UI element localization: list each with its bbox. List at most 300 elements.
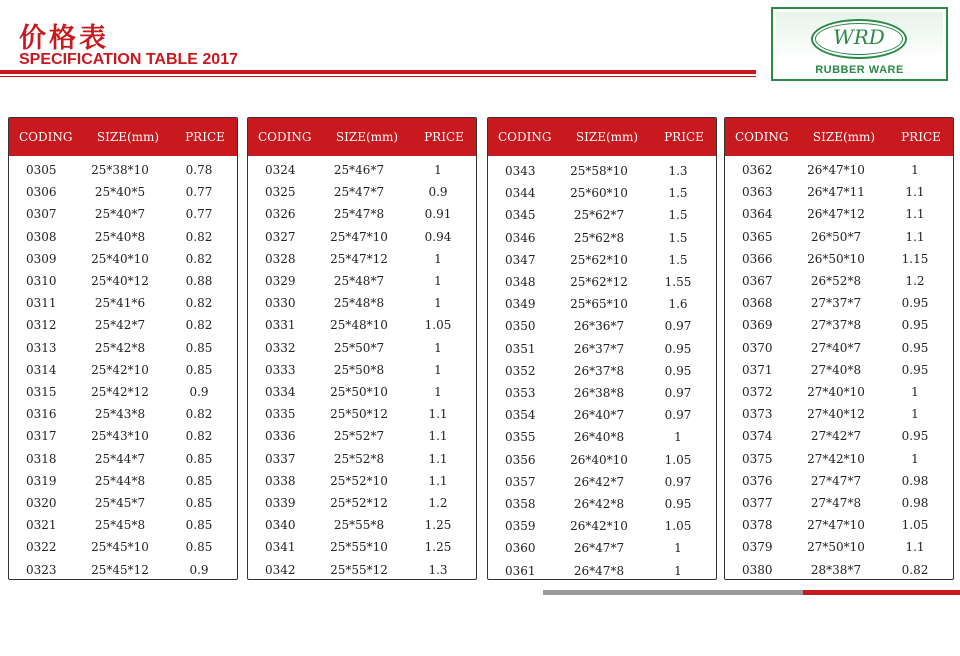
cell-price: 1.5 bbox=[668, 208, 688, 223]
cell-price: 1.3 bbox=[428, 562, 448, 577]
page-title-en: SPECIFICATION TABLE 2017 bbox=[19, 51, 238, 68]
cell-coding: 0342 bbox=[265, 562, 296, 577]
cell-coding: 0327 bbox=[265, 229, 296, 244]
cell-size: 25*55*10 bbox=[330, 540, 388, 555]
cell-coding: 0332 bbox=[265, 340, 296, 355]
table-row bbox=[725, 159, 953, 181]
cell-price: 1.1 bbox=[905, 185, 925, 200]
cell-size: 26*52*8 bbox=[810, 274, 862, 288]
price-table-4 bbox=[724, 117, 954, 580]
cell-price: 0.9 bbox=[428, 185, 448, 200]
cell-price: 0.97 bbox=[664, 319, 692, 334]
table-row bbox=[725, 292, 953, 314]
cell-price: 0.97 bbox=[664, 408, 692, 423]
table-row bbox=[488, 293, 716, 315]
page-title-cn: 价格表 bbox=[19, 23, 109, 54]
cell-coding: 0307 bbox=[26, 207, 57, 222]
cell-price: 0.9 bbox=[189, 385, 209, 399]
cell-size: 25*40*8 bbox=[94, 229, 146, 244]
cell-size: 25*62*7 bbox=[573, 208, 625, 223]
price-table-3 bbox=[487, 117, 717, 580]
cell-coding: 0360 bbox=[505, 541, 536, 556]
cell-coding: 0305 bbox=[26, 163, 57, 177]
cell-coding: 0341 bbox=[265, 540, 296, 555]
cell-coding: 0349 bbox=[505, 297, 536, 312]
header-price: PRICE bbox=[185, 130, 225, 144]
table-row bbox=[9, 403, 237, 425]
cell-price: 0.95 bbox=[901, 296, 929, 311]
header-size: SIZE(mm) bbox=[575, 130, 639, 144]
cell-price: 0.85 bbox=[185, 518, 213, 533]
cell-price: 0.95 bbox=[664, 363, 692, 378]
table-row bbox=[9, 425, 237, 447]
table-header bbox=[725, 118, 953, 156]
cell-coding: 0374 bbox=[742, 429, 773, 444]
cell-size: 25*62*10 bbox=[570, 252, 628, 267]
cell-price: 0.82 bbox=[901, 562, 929, 577]
cell-price: 1.25 bbox=[424, 540, 452, 555]
cell-price: 1 bbox=[911, 385, 919, 399]
cell-coding: 0335 bbox=[265, 407, 296, 422]
cell-size: 25*52*12 bbox=[330, 496, 388, 510]
cell-price: 1.1 bbox=[905, 229, 925, 244]
cell-size: 25*48*10 bbox=[330, 318, 388, 333]
table-row bbox=[725, 314, 953, 336]
table-row bbox=[248, 403, 476, 425]
cell-price: 0.85 bbox=[185, 496, 213, 510]
cell-coding: 0352 bbox=[505, 363, 536, 378]
cell-price: 0.88 bbox=[185, 274, 213, 288]
table-row bbox=[488, 160, 716, 182]
cell-size: 25*38*10 bbox=[91, 163, 149, 177]
cell-coding: 0321 bbox=[26, 518, 57, 533]
table-row bbox=[488, 560, 716, 580]
cell-coding: 0379 bbox=[742, 540, 773, 555]
cell-price: 0.82 bbox=[185, 229, 213, 244]
cell-size: 26*40*7 bbox=[573, 408, 625, 423]
table-row bbox=[9, 492, 237, 514]
cell-price: 0.85 bbox=[185, 451, 213, 466]
cell-coding: 0376 bbox=[742, 473, 773, 488]
cell-price: 0.95 bbox=[901, 429, 929, 444]
cell-size: 26*37*7 bbox=[573, 341, 625, 356]
table-row bbox=[9, 470, 237, 492]
cell-size: 25*43*8 bbox=[94, 407, 146, 422]
cell-size: 25*62*12 bbox=[570, 275, 628, 289]
table-row bbox=[725, 337, 953, 359]
cell-coding: 0365 bbox=[742, 229, 773, 244]
cell-price: 0.95 bbox=[901, 318, 929, 333]
cell-coding: 0372 bbox=[742, 385, 773, 399]
cell-size: 25*58*10 bbox=[570, 164, 628, 178]
cell-size: 25*42*7 bbox=[94, 318, 146, 333]
cell-size: 27*42*7 bbox=[810, 429, 862, 444]
table-row bbox=[248, 292, 476, 314]
cell-price: 1 bbox=[911, 163, 919, 177]
table-row bbox=[248, 492, 476, 514]
table-row bbox=[9, 536, 237, 558]
cell-price: 0.82 bbox=[185, 429, 213, 444]
footer-bar-red bbox=[803, 590, 960, 595]
table-row bbox=[9, 381, 237, 403]
table-row bbox=[488, 360, 716, 382]
cell-price: 1.5 bbox=[668, 186, 688, 201]
cell-coding: 0310 bbox=[26, 274, 57, 288]
table-header bbox=[488, 118, 716, 156]
table-row bbox=[725, 448, 953, 470]
cell-coding: 0364 bbox=[742, 207, 773, 222]
table-row bbox=[488, 493, 716, 515]
table-row bbox=[248, 359, 476, 381]
table-row bbox=[488, 449, 716, 471]
cell-size: 27*50*10 bbox=[807, 540, 865, 555]
cell-price: 1 bbox=[434, 163, 442, 177]
cell-price: 0.95 bbox=[901, 362, 929, 377]
cell-coding: 0323 bbox=[26, 562, 57, 577]
cell-size: 25*47*8 bbox=[333, 207, 385, 222]
cell-size: 27*37*8 bbox=[810, 318, 862, 333]
cell-coding: 0363 bbox=[742, 185, 773, 200]
table-row bbox=[488, 471, 716, 493]
cell-size: 27*47*7 bbox=[810, 473, 862, 488]
cell-price: 1.55 bbox=[664, 275, 692, 289]
cell-coding: 0340 bbox=[265, 518, 296, 533]
table-row bbox=[248, 381, 476, 403]
table-row bbox=[248, 337, 476, 359]
cell-price: 1.05 bbox=[664, 452, 692, 467]
cell-coding: 0338 bbox=[265, 473, 296, 488]
cell-price: 1.2 bbox=[428, 496, 448, 510]
table-row bbox=[248, 270, 476, 292]
cell-coding: 0316 bbox=[26, 407, 57, 422]
cell-price: 0.98 bbox=[901, 496, 929, 510]
table-row bbox=[9, 248, 237, 270]
table-row bbox=[725, 203, 953, 225]
cell-price: 1 bbox=[434, 340, 442, 355]
table-row bbox=[9, 292, 237, 314]
cell-size: 25*45*12 bbox=[91, 562, 149, 577]
table-row bbox=[725, 226, 953, 248]
cell-size: 25*50*8 bbox=[333, 362, 385, 377]
cell-size: 26*50*7 bbox=[810, 229, 862, 244]
cell-coding: 0353 bbox=[505, 386, 536, 400]
cell-price: 1.05 bbox=[901, 518, 929, 533]
table-row bbox=[488, 426, 716, 448]
cell-size: 25*40*12 bbox=[91, 274, 149, 288]
cell-price: 0.95 bbox=[664, 341, 692, 356]
cell-price: 0.95 bbox=[901, 340, 929, 355]
cell-size: 26*42*8 bbox=[573, 497, 625, 511]
cell-size: 26*42*10 bbox=[570, 519, 628, 534]
cell-coding: 0333 bbox=[265, 362, 296, 377]
header-coding: CODING bbox=[258, 130, 312, 144]
cell-price: 1 bbox=[674, 430, 682, 445]
cell-coding: 0318 bbox=[26, 451, 57, 466]
logo-subtitle: RUBBER WARE bbox=[815, 64, 904, 76]
cell-price: 0.82 bbox=[185, 318, 213, 333]
table-row bbox=[488, 338, 716, 360]
cell-price: 1 bbox=[674, 541, 682, 556]
table-row bbox=[488, 404, 716, 426]
logo-mark: WRD bbox=[833, 25, 885, 49]
table-row bbox=[488, 204, 716, 226]
cell-size: 25*45*10 bbox=[91, 540, 149, 555]
cell-price: 1.15 bbox=[901, 251, 929, 266]
cell-coding: 0373 bbox=[742, 407, 773, 422]
cell-coding: 0355 bbox=[505, 430, 536, 445]
cell-price: 1.2 bbox=[905, 274, 925, 288]
cell-size: 26*47*11 bbox=[807, 185, 865, 200]
cell-coding: 0330 bbox=[265, 296, 296, 311]
cell-size: 26*36*7 bbox=[573, 319, 625, 334]
cell-coding: 0344 bbox=[505, 186, 536, 201]
cell-size: 25*52*8 bbox=[333, 451, 385, 466]
header-price: PRICE bbox=[901, 130, 941, 144]
table-row bbox=[725, 425, 953, 447]
table-row bbox=[488, 515, 716, 537]
table-row bbox=[248, 203, 476, 225]
cell-price: 1.1 bbox=[905, 207, 925, 222]
cell-coding: 0329 bbox=[265, 274, 296, 288]
footer-bar-gray bbox=[543, 590, 803, 595]
header-coding: CODING bbox=[19, 130, 73, 144]
cell-size: 26*38*8 bbox=[573, 386, 625, 400]
cell-price: 0.91 bbox=[424, 207, 452, 222]
cell-price: 0.85 bbox=[185, 362, 213, 377]
table-row bbox=[725, 270, 953, 292]
cell-price: 1 bbox=[434, 385, 442, 399]
cell-price: 1.25 bbox=[424, 518, 452, 533]
cell-size: 25*40*5 bbox=[94, 185, 146, 200]
cell-size: 25*40*7 bbox=[94, 207, 146, 222]
table-row bbox=[488, 382, 716, 404]
table-row bbox=[488, 537, 716, 559]
header-size: SIZE(mm) bbox=[335, 130, 399, 144]
table-row bbox=[9, 448, 237, 470]
cell-coding: 0319 bbox=[26, 473, 57, 488]
cell-coding: 0336 bbox=[265, 429, 296, 444]
table-row bbox=[9, 559, 237, 580]
table-row bbox=[725, 514, 953, 536]
cell-coding: 0314 bbox=[26, 362, 57, 377]
cell-size: 26*40*10 bbox=[570, 452, 628, 467]
table-row bbox=[9, 159, 237, 181]
cell-size: 28*38*7 bbox=[810, 562, 862, 577]
price-table-1 bbox=[8, 117, 238, 580]
cell-price: 0.82 bbox=[185, 407, 213, 422]
cell-coding: 0358 bbox=[505, 497, 536, 511]
table-row bbox=[9, 181, 237, 203]
cell-price: 1 bbox=[434, 251, 442, 266]
cell-coding: 0368 bbox=[742, 296, 773, 311]
cell-size: 27*40*7 bbox=[810, 340, 862, 355]
header-coding: CODING bbox=[735, 130, 789, 144]
cell-coding: 0378 bbox=[742, 518, 773, 533]
cell-coding: 0375 bbox=[742, 451, 773, 466]
cell-price: 0.82 bbox=[185, 251, 213, 266]
cell-price: 0.97 bbox=[664, 474, 692, 489]
cell-size: 27*40*8 bbox=[810, 362, 862, 377]
table-row bbox=[248, 314, 476, 336]
cell-price: 1.1 bbox=[905, 540, 925, 555]
cell-coding: 0322 bbox=[26, 540, 57, 555]
cell-size: 26*47*10 bbox=[807, 163, 865, 177]
cell-coding: 0325 bbox=[265, 185, 296, 200]
cell-coding: 0326 bbox=[265, 207, 296, 222]
cell-size: 25*41*6 bbox=[94, 296, 146, 311]
cell-coding: 0362 bbox=[742, 163, 773, 177]
cell-price: 1.6 bbox=[668, 297, 688, 312]
cell-price: 0.98 bbox=[901, 473, 929, 488]
table-row bbox=[9, 314, 237, 336]
table-header bbox=[248, 118, 476, 156]
cell-price: 0.85 bbox=[185, 540, 213, 555]
cell-price: 0.77 bbox=[185, 207, 213, 222]
cell-size: 27*40*10 bbox=[807, 385, 865, 399]
table-row bbox=[488, 227, 716, 249]
table-row bbox=[725, 492, 953, 514]
cell-coding: 0306 bbox=[26, 185, 57, 200]
cell-coding: 0308 bbox=[26, 229, 57, 244]
cell-size: 25*43*10 bbox=[91, 429, 149, 444]
header-size: SIZE(mm) bbox=[812, 130, 876, 144]
cell-size: 26*40*8 bbox=[573, 430, 625, 445]
table-row bbox=[9, 359, 237, 381]
cell-price: 0.97 bbox=[664, 386, 692, 400]
cell-coding: 0347 bbox=[505, 252, 536, 267]
cell-coding: 0317 bbox=[26, 429, 57, 444]
cell-price: 1.1 bbox=[428, 473, 448, 488]
cell-size: 27*40*12 bbox=[807, 407, 865, 422]
cell-size: 27*47*10 bbox=[807, 518, 865, 533]
table-row bbox=[248, 181, 476, 203]
table-row bbox=[488, 271, 716, 293]
table-row bbox=[725, 403, 953, 425]
cell-size: 25*65*10 bbox=[570, 297, 628, 312]
cell-coding: 0366 bbox=[742, 251, 773, 266]
cell-size: 25*52*7 bbox=[333, 429, 385, 444]
cell-size: 25*45*7 bbox=[94, 496, 146, 510]
cell-size: 25*50*7 bbox=[333, 340, 385, 355]
cell-size: 25*42*8 bbox=[94, 340, 146, 355]
table-row bbox=[9, 337, 237, 359]
cell-size: 25*45*8 bbox=[94, 518, 146, 533]
cell-coding: 0309 bbox=[26, 251, 57, 266]
header-price: PRICE bbox=[424, 130, 464, 144]
cell-coding: 0359 bbox=[505, 519, 536, 534]
header-rule-thick bbox=[0, 70, 756, 74]
table-row bbox=[248, 514, 476, 536]
cell-price: 1 bbox=[434, 296, 442, 311]
header-size: SIZE(mm) bbox=[96, 130, 160, 144]
cell-size: 25*50*12 bbox=[330, 407, 388, 422]
cell-coding: 0351 bbox=[505, 341, 536, 356]
cell-price: 0.9 bbox=[189, 562, 209, 577]
table-row bbox=[725, 470, 953, 492]
cell-size: 26*47*12 bbox=[807, 207, 865, 222]
cell-coding: 0313 bbox=[26, 340, 57, 355]
table-row bbox=[488, 249, 716, 271]
table-row bbox=[488, 182, 716, 204]
cell-coding: 0380 bbox=[742, 562, 773, 577]
cell-size: 25*44*7 bbox=[94, 451, 146, 466]
table-row bbox=[725, 381, 953, 403]
cell-price: 1.5 bbox=[668, 230, 688, 245]
cell-size: 27*37*7 bbox=[810, 296, 862, 311]
table-row bbox=[248, 470, 476, 492]
cell-coding: 0343 bbox=[505, 164, 536, 178]
cell-coding: 0369 bbox=[742, 318, 773, 333]
cell-price: 1 bbox=[434, 274, 442, 288]
header-price: PRICE bbox=[664, 130, 704, 144]
cell-price: 1.1 bbox=[428, 429, 448, 444]
cell-coding: 0377 bbox=[742, 496, 773, 510]
table-row bbox=[248, 559, 476, 580]
cell-coding: 0371 bbox=[742, 362, 773, 377]
cell-size: 26*50*10 bbox=[807, 251, 865, 266]
header-coding: CODING bbox=[498, 130, 552, 144]
cell-size: 27*42*10 bbox=[807, 451, 865, 466]
cell-price: 1 bbox=[911, 407, 919, 422]
cell-size: 26*47*8 bbox=[573, 563, 625, 578]
cell-coding: 0370 bbox=[742, 340, 773, 355]
cell-price: 1.05 bbox=[424, 318, 452, 333]
brand-logo bbox=[771, 7, 948, 81]
table-row bbox=[725, 559, 953, 580]
cell-price: 0.77 bbox=[185, 185, 213, 200]
cell-size: 26*42*7 bbox=[573, 474, 625, 489]
table-row bbox=[725, 359, 953, 381]
table-row bbox=[725, 181, 953, 203]
cell-coding: 0328 bbox=[265, 251, 296, 266]
cell-size: 25*55*8 bbox=[333, 518, 385, 533]
table-row bbox=[248, 425, 476, 447]
price-table-2 bbox=[247, 117, 477, 580]
cell-coding: 0312 bbox=[26, 318, 57, 333]
table-row bbox=[248, 226, 476, 248]
cell-price: 0.85 bbox=[185, 340, 213, 355]
table-row bbox=[725, 536, 953, 558]
cell-price: 1.1 bbox=[428, 407, 448, 422]
cell-coding: 0354 bbox=[505, 408, 536, 423]
cell-coding: 0315 bbox=[26, 385, 57, 399]
cell-coding: 0357 bbox=[505, 474, 536, 489]
cell-coding: 0324 bbox=[265, 163, 296, 177]
cell-size: 25*60*10 bbox=[570, 186, 628, 201]
cell-size: 25*62*8 bbox=[573, 230, 625, 245]
cell-size: 25*48*8 bbox=[333, 296, 385, 311]
cell-coding: 0361 bbox=[505, 563, 536, 578]
cell-price: 0.94 bbox=[424, 229, 452, 244]
cell-coding: 0337 bbox=[265, 451, 296, 466]
table-row bbox=[9, 203, 237, 225]
cell-size: 25*42*12 bbox=[91, 385, 149, 399]
cell-price: 1 bbox=[674, 563, 682, 578]
cell-price: 0.85 bbox=[185, 473, 213, 488]
cell-size: 25*55*12 bbox=[330, 562, 388, 577]
cell-price: 1.1 bbox=[428, 451, 448, 466]
table-row bbox=[248, 248, 476, 270]
cell-price: 1 bbox=[434, 362, 442, 377]
cell-size: 25*50*10 bbox=[330, 385, 388, 399]
cell-coding: 0345 bbox=[505, 208, 536, 223]
cell-coding: 0334 bbox=[265, 385, 296, 399]
cell-size: 25*47*7 bbox=[333, 185, 385, 200]
cell-size: 25*44*8 bbox=[94, 473, 146, 488]
table-row bbox=[9, 226, 237, 248]
cell-coding: 0356 bbox=[505, 452, 536, 467]
cell-price: 1 bbox=[911, 451, 919, 466]
